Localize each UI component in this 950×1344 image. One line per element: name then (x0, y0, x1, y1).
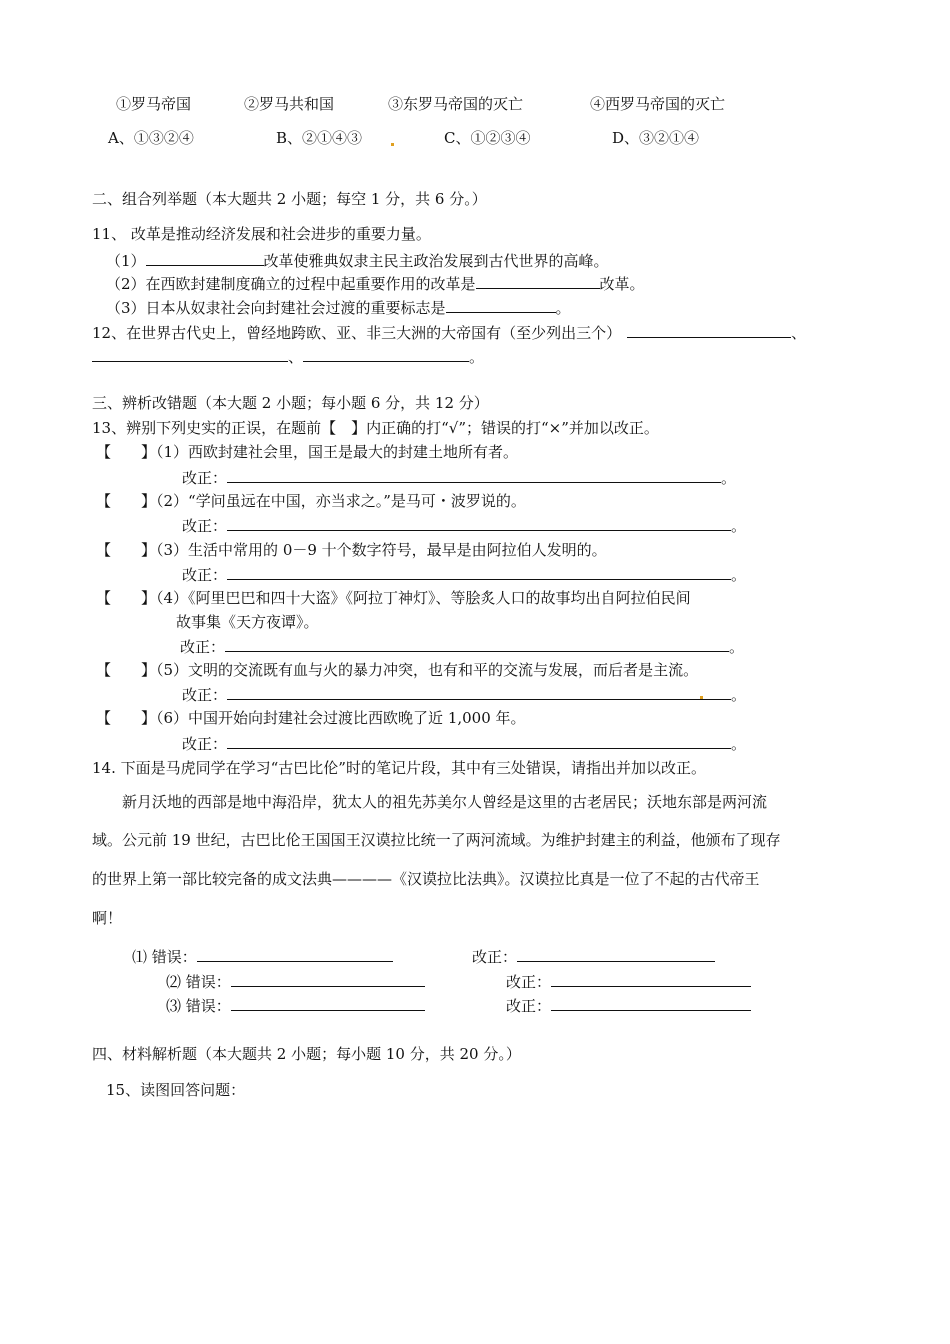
q13-item-3 (96, 540, 607, 560)
q14-paragraph-line: 的世界上第一部比较完备的成文法典————《汉谟拉比法典》。汉谟拉比真是一位了不起的古代帝王 (92, 870, 760, 888)
q12-stem-line (92, 322, 806, 343)
fix-blank[interactable] (551, 971, 751, 987)
fix-blank[interactable] (517, 946, 715, 962)
highlight-mark (700, 696, 703, 699)
q13-item-2 (96, 491, 526, 511)
answer-bracket[interactable]: 【 】 (96, 589, 157, 607)
correction-blank[interactable] (227, 733, 731, 749)
option-item-4: ④西罗马帝国的灭亡 (590, 95, 726, 113)
q14-fix-row-1 (472, 946, 715, 967)
correction-end: 。 (731, 686, 747, 704)
correction-end: 。 (731, 735, 747, 753)
q13-item-text: （5）文明的交流既有血与火的暴力冲突，也有和平的交流与发展，而后者是主流。 (156, 661, 699, 679)
fix-label: 改正： (472, 948, 518, 966)
correction-blank[interactable] (227, 467, 721, 483)
q13-item-4-continued: 故事集《天方夜谭》。 (176, 613, 319, 631)
q11-part-2-text: （2）在西欧封建制度确立的过程中起重要作用的改革是 (106, 275, 476, 293)
correction-label: 改正： (182, 686, 228, 704)
error-label: ⑴ 错误： (132, 948, 197, 966)
q13-item-1 (96, 442, 518, 462)
answer-blank[interactable] (627, 322, 791, 338)
q13-correction-3 (182, 564, 746, 585)
q14-fix-row-2 (506, 971, 751, 992)
q11-part-1-num: （1） (106, 252, 146, 270)
answer-blank[interactable] (303, 346, 469, 362)
q12-sep: 、 (288, 348, 304, 366)
q15-stem: 15、读图回答问题： (106, 1081, 246, 1099)
q14-error-row-1 (132, 946, 393, 967)
answer-bracket[interactable]: 【 】 (96, 492, 157, 510)
q13-item-text: （4）《阿里巴巴和四十大盗》《阿拉丁神灯》、等脍炙人口的故事均出自阿拉伯民间 (156, 589, 691, 607)
correction-blank[interactable] (227, 564, 731, 580)
correction-blank[interactable] (227, 684, 731, 700)
correction-blank[interactable] (227, 515, 731, 531)
correction-label: 改正： (182, 469, 228, 487)
q11-part-1 (106, 250, 609, 271)
error-label: ⑵ 错误： (166, 973, 231, 991)
correction-end: 。 (721, 469, 737, 487)
answer-blank[interactable] (92, 346, 288, 362)
q13-correction-6 (182, 733, 746, 754)
correction-label: 改正： (182, 517, 228, 535)
q13-item-6 (96, 708, 526, 728)
q14-error-row-2 (166, 971, 425, 992)
choice-c: C、①②③④ (444, 129, 531, 147)
answer-blank[interactable] (446, 297, 556, 313)
answer-blank[interactable] (476, 273, 600, 289)
error-blank[interactable] (231, 995, 425, 1011)
fix-label: 改正： (506, 997, 552, 1015)
q11-part-3 (106, 297, 571, 318)
choice-b: B、②①④③ (276, 129, 363, 147)
q12-answer-line (92, 346, 484, 367)
q13-item-text: （3）生活中常用的 0－9 十个数字符号，最早是由阿拉伯人发明的。 (156, 541, 607, 559)
q13-item-5 (96, 660, 698, 680)
q13-correction-2 (182, 515, 746, 536)
q14-error-row-3 (166, 995, 425, 1016)
q13-stem: 13、辨别下列史实的正误，在题前【 】内正确的打“√”；错误的打“×”并加以改正。 (92, 419, 659, 437)
correction-label: 改正： (180, 638, 226, 656)
q13-correction-1 (182, 467, 736, 488)
q14-stem: 14. 下面是马虎同学在学习“古巴比伦”时的笔记片段，其中有三处错误，请指出并加以改正。 (92, 759, 706, 777)
correction-label: 改正： (182, 566, 228, 584)
section-heading-3: 三、辨析改错题（本大题 2 小题；每小题 6 分，共 12 分） (92, 394, 489, 412)
choice-d: D、③②①④ (612, 129, 700, 147)
q13-item-text: （1）西欧封建社会里，国王是最大的封建土地所有者。 (156, 443, 519, 461)
answer-bracket[interactable]: 【 】 (96, 541, 157, 559)
section-heading-2: 二、组合列举题（本大题共 2 小题；每空 1 分，共 6 分。） (92, 190, 487, 208)
q14-paragraph-line: 新月沃地的西部是地中海沿岸，犹太人的祖先苏美尔人曾经是这里的古老居民；沃地东部是两河流 (122, 793, 768, 811)
error-blank[interactable] (197, 946, 393, 962)
q13-correction-4 (180, 636, 744, 657)
q14-paragraph-line: 域。公元前 19 世纪，古巴比伦王国国王汉谟拉比统一了两河流域。为维护封建主的利益，他颁布了现存 (92, 831, 781, 849)
correction-blank[interactable] (225, 636, 729, 652)
q13-item-4 (96, 588, 691, 608)
q11-part-1-text: 改革使雅典奴隶主民主政治发展到古代世界的高峰。 (263, 252, 609, 270)
highlight-mark (391, 143, 394, 146)
q13-item-text: （2）“学问虽远在中国，亦当求之。”是马可・波罗说的。 (156, 492, 526, 510)
q13-item-text: （6）中国开始向封建社会过渡比西欧晚了近 1,000 年。 (156, 709, 526, 727)
q12-sep: 、 (791, 324, 807, 342)
q11-part-2-tail: 改革。 (599, 275, 645, 293)
section-heading-4: 四、材料解析题（本大题共 2 小题；每小题 10 分，共 20 分。） (92, 1045, 521, 1063)
q12-end: 。 (469, 348, 485, 366)
q12-stem: 12、在世界古代史上，曾经地跨欧、亚、非三大洲的大帝国有（至少列出三个） (92, 324, 622, 342)
q11-part-3-text: （3）日本从奴隶社会向封建社会过渡的重要标志是 (106, 299, 446, 317)
error-blank[interactable] (231, 971, 425, 987)
correction-end: 。 (731, 517, 747, 535)
answer-bracket[interactable]: 【 】 (96, 661, 157, 679)
q13-correction-5 (182, 684, 746, 705)
option-item-1: ①罗马帝国 (116, 95, 192, 113)
q11-stem: 11、 改革是推动经济发展和社会进步的重要力量。 (92, 225, 431, 243)
correction-label: 改正： (182, 735, 228, 753)
q11-part-3-tail: 。 (555, 299, 571, 317)
correction-end: 。 (731, 566, 747, 584)
option-item-3: ③东罗马帝国的灭亡 (388, 95, 524, 113)
error-label: ⑶ 错误： (166, 997, 231, 1015)
fix-label: 改正： (506, 973, 552, 991)
answer-bracket[interactable]: 【 】 (96, 443, 157, 461)
answer-bracket[interactable]: 【 】 (96, 709, 157, 727)
fix-blank[interactable] (551, 995, 751, 1011)
q14-paragraph-line: 啊！ (92, 909, 123, 927)
choice-a: A、①③②④ (108, 129, 194, 147)
answer-blank[interactable] (146, 250, 264, 266)
correction-end: 。 (729, 638, 745, 656)
option-item-2: ②罗马共和国 (244, 95, 335, 113)
q14-fix-row-3 (506, 995, 751, 1016)
q11-part-2 (106, 273, 645, 294)
